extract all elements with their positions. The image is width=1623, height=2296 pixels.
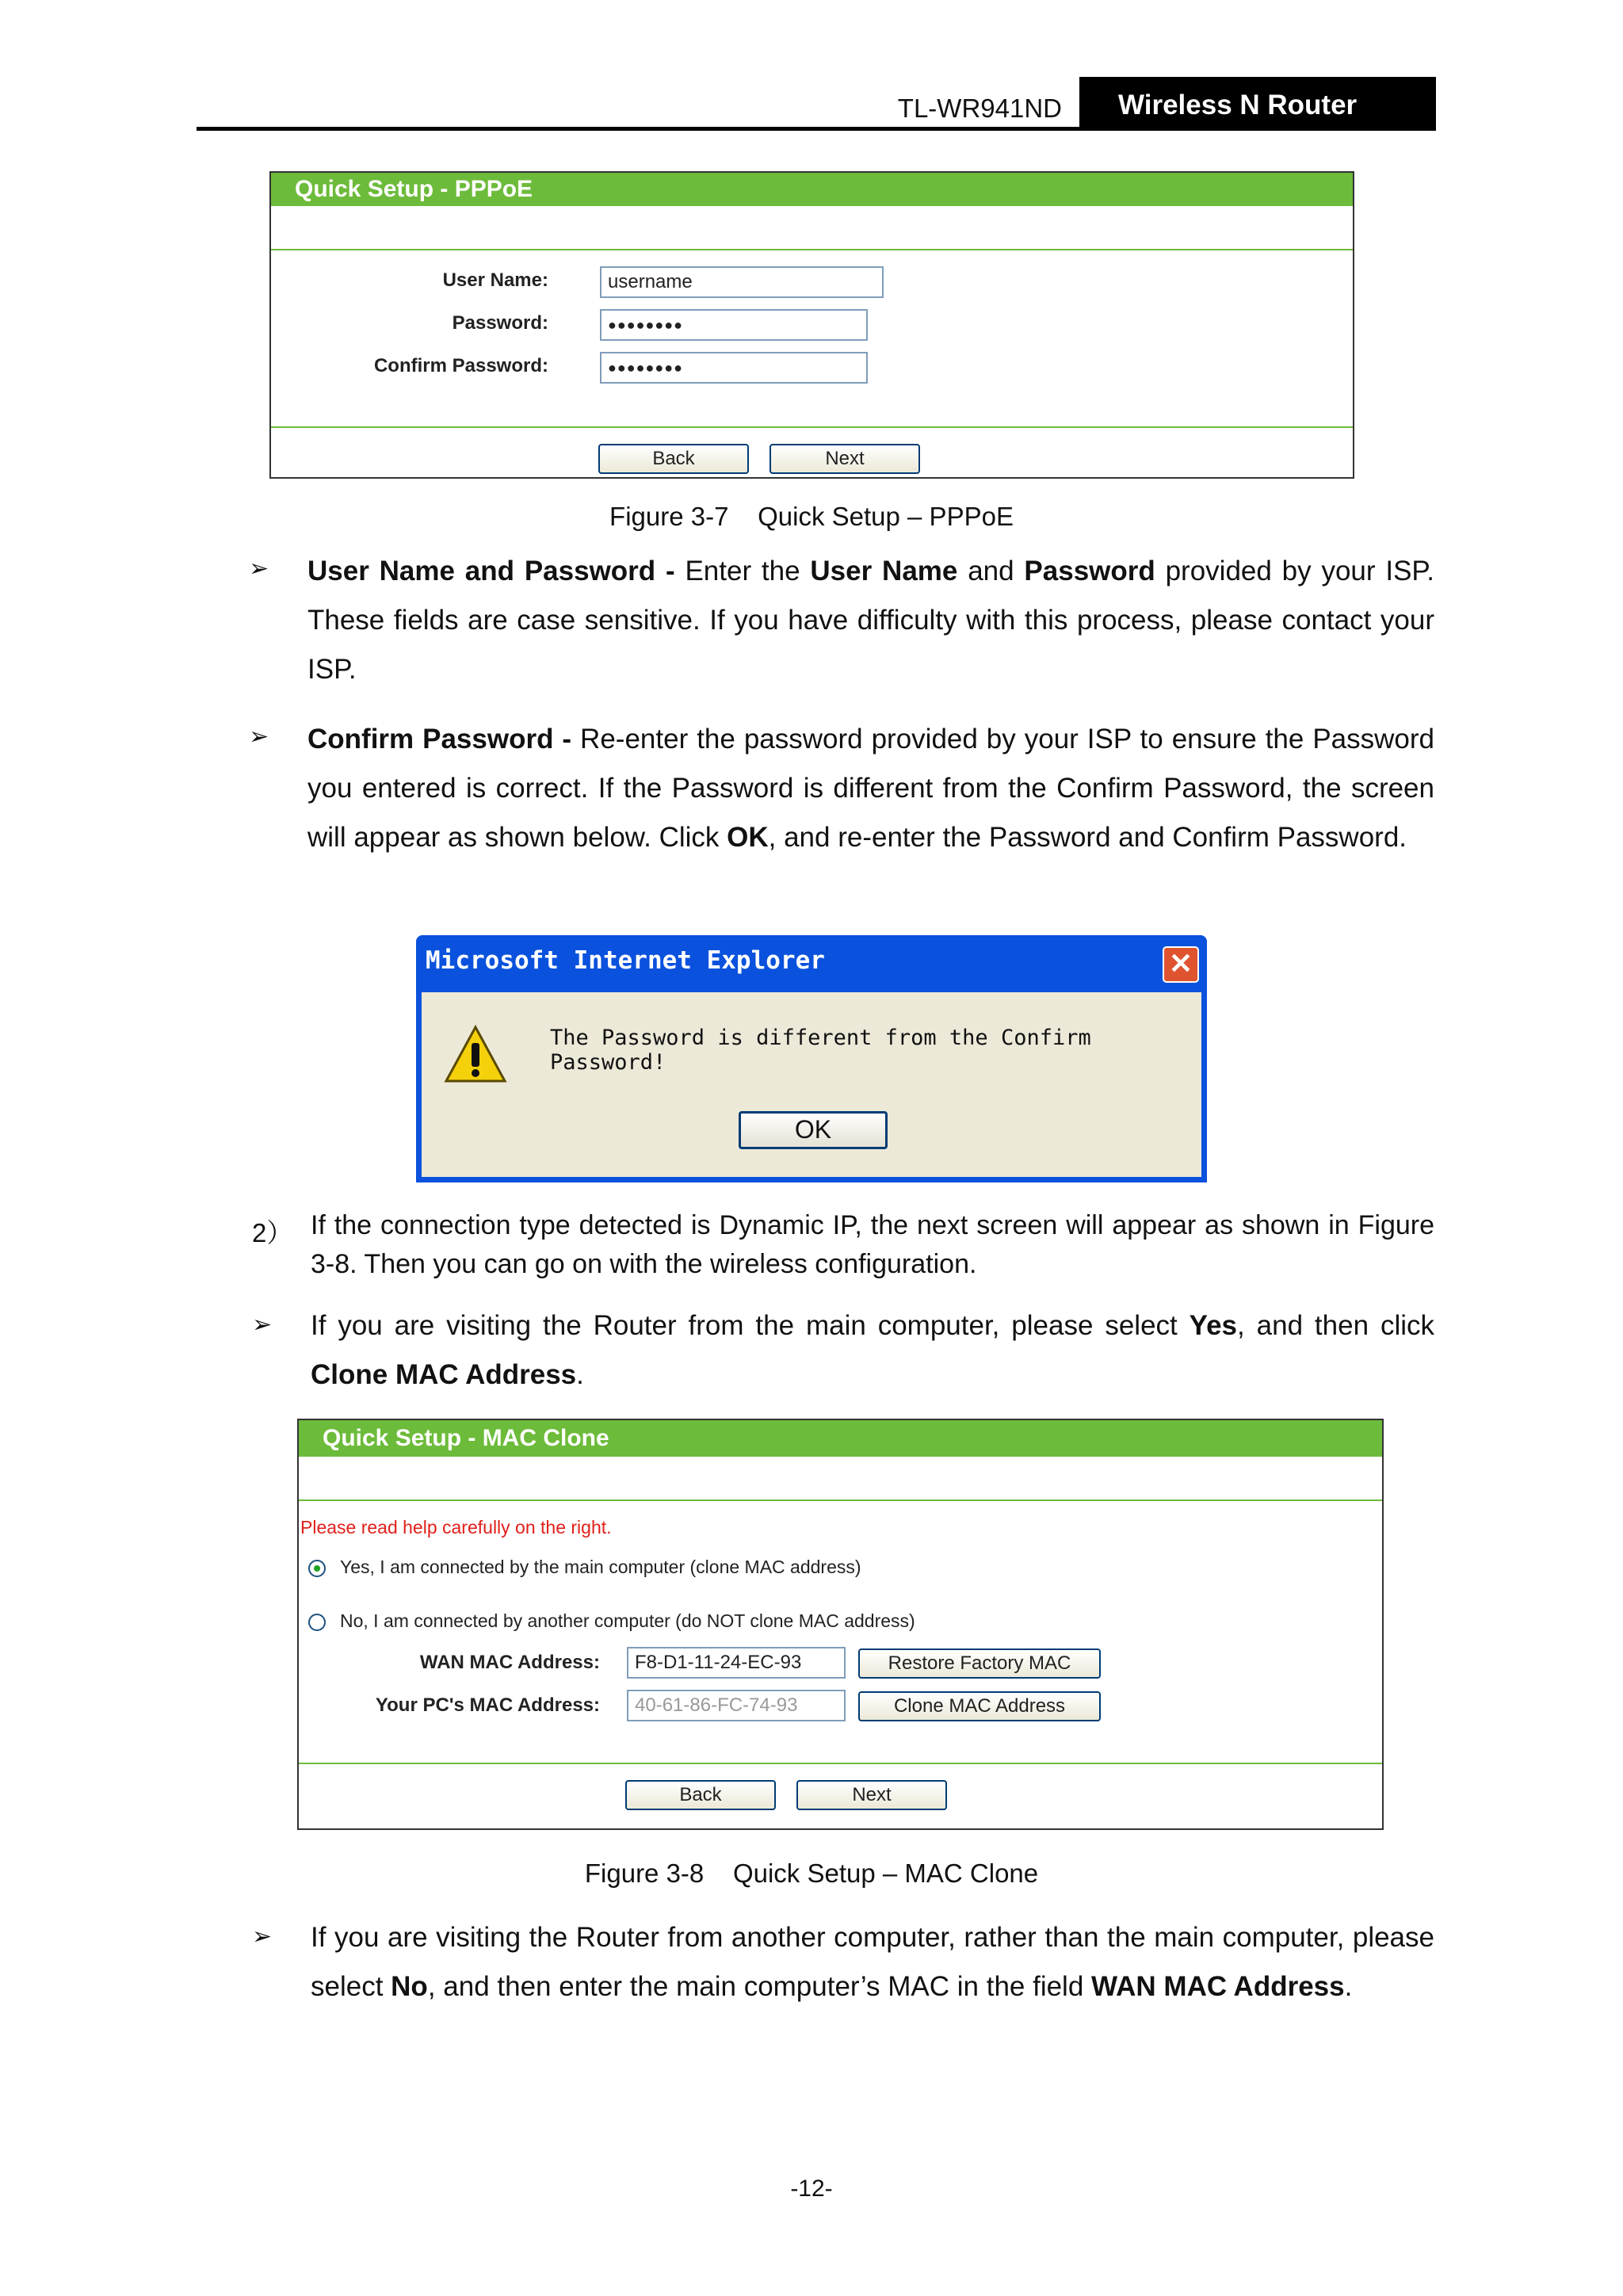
bold-term: User Name [810, 556, 958, 586]
mac-clone-divider-bottom [299, 1763, 1382, 1764]
help-notice: Please read help carefully on the right. [300, 1517, 612, 1538]
bullet-confirm-password [307, 715, 1434, 862]
step-number: 2） [252, 1218, 293, 1247]
page-number: -12- [790, 2176, 833, 2202]
ie-alert-dialog [416, 935, 1207, 1182]
step-2-text: If the connection type detected is Dynamic IP, the next screen will appear as shown in Figure 3-8. Then you can go on with the wireless configuration. [311, 1210, 1434, 1279]
username-input[interactable]: username [600, 266, 884, 298]
mac-clone-panel [297, 1419, 1384, 1830]
mac-clone-title: Quick Setup - MAC Clone [299, 1420, 1382, 1457]
wan-mac-label: WAN MAC Address: [419, 1652, 600, 1673]
bullet-visit-other-computer [311, 1913, 1434, 2011]
bold-term: OK [727, 822, 769, 853]
bullet-marker: ➢ [252, 1312, 273, 1338]
text: If you are visiting the Router from another computer, rather than the main computer, please select [311, 1922, 1434, 2002]
close-icon[interactable]: ✕ [1163, 946, 1199, 983]
figure-3-8-caption: Figure 3-8 Quick Setup – MAC Clone [584, 1859, 1039, 1888]
pppoe-divider-bottom [271, 426, 1353, 428]
text: provided by your ISP. These fields are case sensitive. If you have difficulty with this process, please contact your ISP. [307, 556, 1434, 685]
bold-term: Clone MAC Address [311, 1359, 577, 1390]
text: . [576, 1359, 584, 1390]
mac-clone-back-button[interactable]: Back [625, 1780, 776, 1810]
text: . [1344, 1971, 1353, 2002]
text: and [957, 556, 1025, 586]
username-label: User Name: [442, 269, 548, 291]
dialog-ok-button[interactable]: OK [739, 1111, 888, 1149]
pppoe-title: Quick Setup - PPPoE [271, 173, 1353, 206]
header-model: TL-WR941ND [897, 94, 1062, 123]
bullet-user-name-password [307, 547, 1434, 694]
header-product: Wireless N Router [1079, 77, 1436, 131]
text: If you are visiting the Router from the main computer, please select [311, 1310, 1190, 1341]
wan-mac-input[interactable]: F8-D1-11-24-EC-93 [627, 1647, 846, 1679]
pc-mac-input[interactable]: 40-61-86-FC-74-93 [627, 1690, 846, 1721]
bullet-visit-main-computer [311, 1301, 1434, 1400]
header-rule [197, 127, 1435, 131]
pppoe-next-button[interactable]: Next [769, 444, 920, 474]
confirm-password-input[interactable]: ●●●●●●●● [600, 352, 868, 384]
bullet-marker: ➢ [249, 556, 269, 582]
confirm-password-label: Confirm Password: [373, 355, 548, 376]
bullet-lead: User Name and Password - [307, 556, 675, 586]
bullet-marker: ➢ [252, 1924, 273, 1950]
bold-term: Password [1024, 556, 1155, 586]
mac-clone-divider-top [299, 1499, 1382, 1501]
restore-factory-mac-button[interactable]: Restore Factory MAC [858, 1648, 1101, 1679]
bold-term: No [391, 1971, 428, 2002]
text: , and then click [1237, 1310, 1434, 1341]
password-input[interactable]: ●●●●●●●● [600, 309, 868, 341]
dialog-body [422, 992, 1201, 1177]
clone-mac-address-button[interactable]: Clone MAC Address [858, 1691, 1101, 1721]
dialog-message: The Password is different from the Confirm Password! [550, 1026, 1091, 1075]
radio-clone-no[interactable] [308, 1614, 326, 1631]
mac-clone-next-button[interactable]: Next [796, 1780, 947, 1810]
pppoe-back-button[interactable]: Back [598, 444, 749, 474]
text: Re-enter the password provided by your ISP to ensure the Password you entered is correct. If the Password is different from the Confirm Password, the screen will appear as shown below. Click [307, 724, 1434, 853]
pc-mac-label: Your PC's MAC Address: [375, 1694, 600, 1716]
bullet-marker: ➢ [249, 724, 269, 750]
warning-icon [444, 1024, 507, 1084]
bold-term: WAN MAC Address [1091, 1971, 1345, 2002]
bold-term: Yes [1189, 1310, 1238, 1341]
bullet-lead: Confirm Password - [307, 724, 572, 755]
radio-no-label: No, I am connected by another computer (do NOT clone MAC address) [340, 1610, 915, 1631]
radio-yes-label: Yes, I am connected by the main computer (clone MAC address) [340, 1557, 861, 1577]
radio-selected-dot [314, 1565, 320, 1572]
radio-clone-yes[interactable] [308, 1560, 326, 1577]
text: , and then enter the main computer’s MAC in the field [427, 1971, 1092, 2002]
text: Enter the [674, 556, 811, 586]
pppoe-panel [269, 171, 1354, 479]
pppoe-divider-top [271, 249, 1353, 250]
figure-3-7-caption: Figure 3-7 Quick Setup – PPPoE [609, 502, 1014, 531]
password-label: Password: [452, 312, 548, 334]
text: , and re-enter the Password and Confirm Password. [768, 822, 1407, 853]
dialog-title: Microsoft Internet Explorer [426, 946, 825, 975]
